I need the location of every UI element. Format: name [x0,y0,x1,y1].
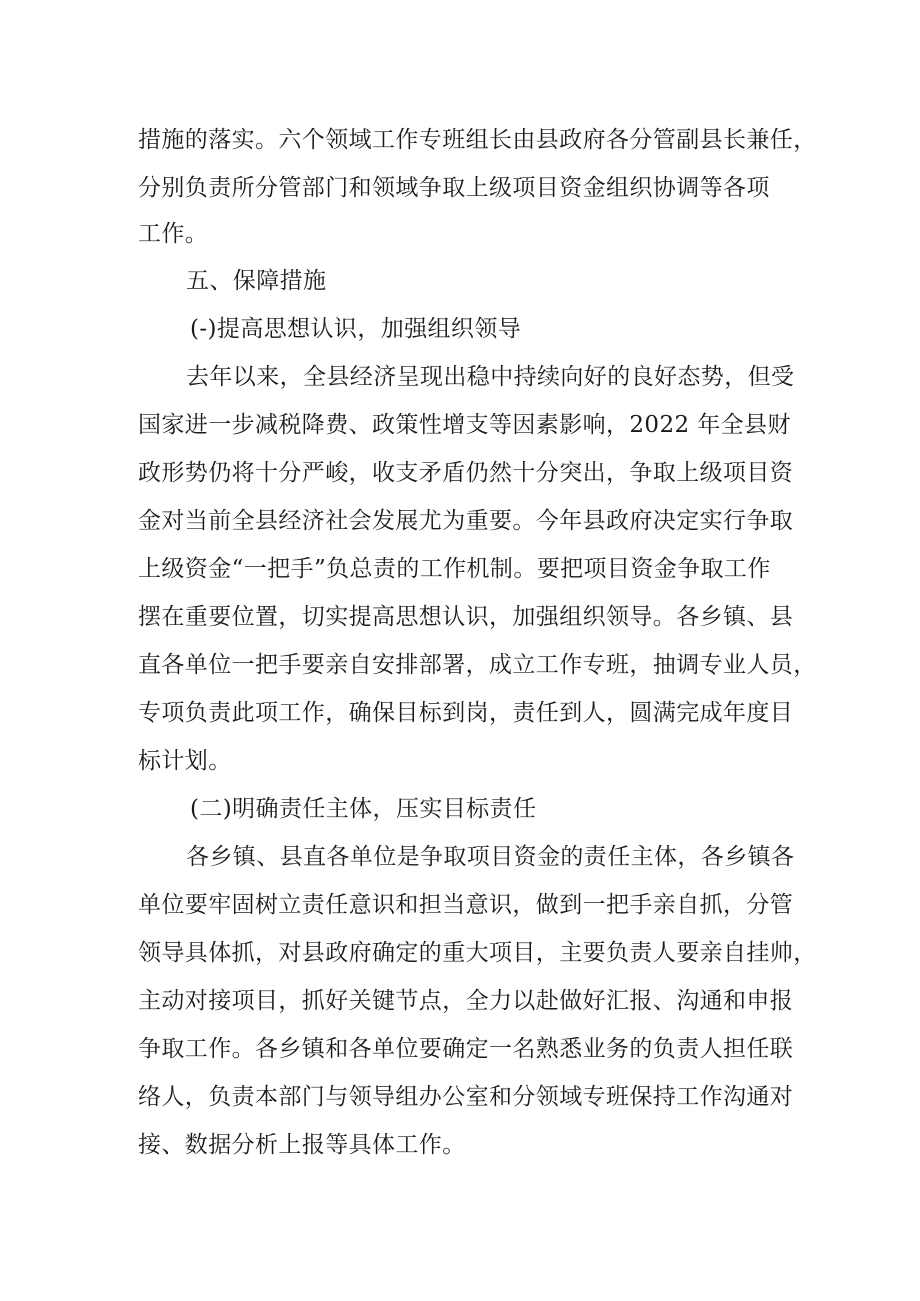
subsection-heading: (二)明确责任主体，压实目标责任 [190,796,537,822]
body-text-line: 标计划。 [138,748,232,774]
body-text-line: 国家进一步减税降费、政策性增支等因素影响，2022 年全县财 [138,412,791,438]
body-text-line: 摆在重要位置，切实提高思想认识，加强组织领导。各乡镇、县 [138,604,794,630]
body-text-line: 上级资金“一把手”负总责的工作机制。要把项目资金争取工作 [138,556,771,582]
body-text-line: 分别负责所分管部门和领域争取上级项目资金组织协调等各项 [138,175,770,201]
body-text-line: 争取工作。各乡镇和各单位要确定一名熟悉业务的负责人担任联 [138,1036,794,1062]
body-text-line: 领导具体抓，对县政府确定的重大项目，主要负责人要亲自挂帅， [138,940,817,966]
subsection-heading: (-)提高思想认识，加强组织领导 [190,316,522,342]
body-text-line: 金对当前全县经济社会发展尤为重要。今年县政府决定实行争取 [138,508,794,534]
body-text-line: 专项负责此项工作，确保目标到岗，责任到人，圆满完成年度目 [138,700,794,726]
body-text-line: 政形势仍将十分严峻，收支矛盾仍然十分突出，争取上级项目资 [138,460,794,486]
body-text-line: 措施的落实。六个领域工作专班组长由县政府各分管副县长兼任， [138,127,817,153]
section-heading: 五、保障措施 [186,268,327,294]
body-text-line: 接、数据分析上报等具体工作。 [138,1132,466,1158]
body-text-line: 去年以来，全县经济呈现出稳中持续向好的良好态势，但受 [186,364,795,390]
body-text-line: 络人，负责本部门与领导组办公室和分领域专班保持工作沟通对 [138,1084,794,1110]
body-text-line: 主动对接项目，抓好关键节点，全力以赴做好汇报、沟通和申报 [138,988,794,1014]
body-text-line: 直各单位一把手要亲自安排部署，成立工作专班，抽调专业人员， [138,652,817,678]
body-text-line: 工作。 [138,221,209,247]
body-text-line: 单位要牢固树立责任意识和担当意识，做到一把手亲自抓，分管 [138,892,794,918]
body-text-line: 各乡镇、县直各单位是争取项目资金的责任主体，各乡镇各 [186,844,795,870]
